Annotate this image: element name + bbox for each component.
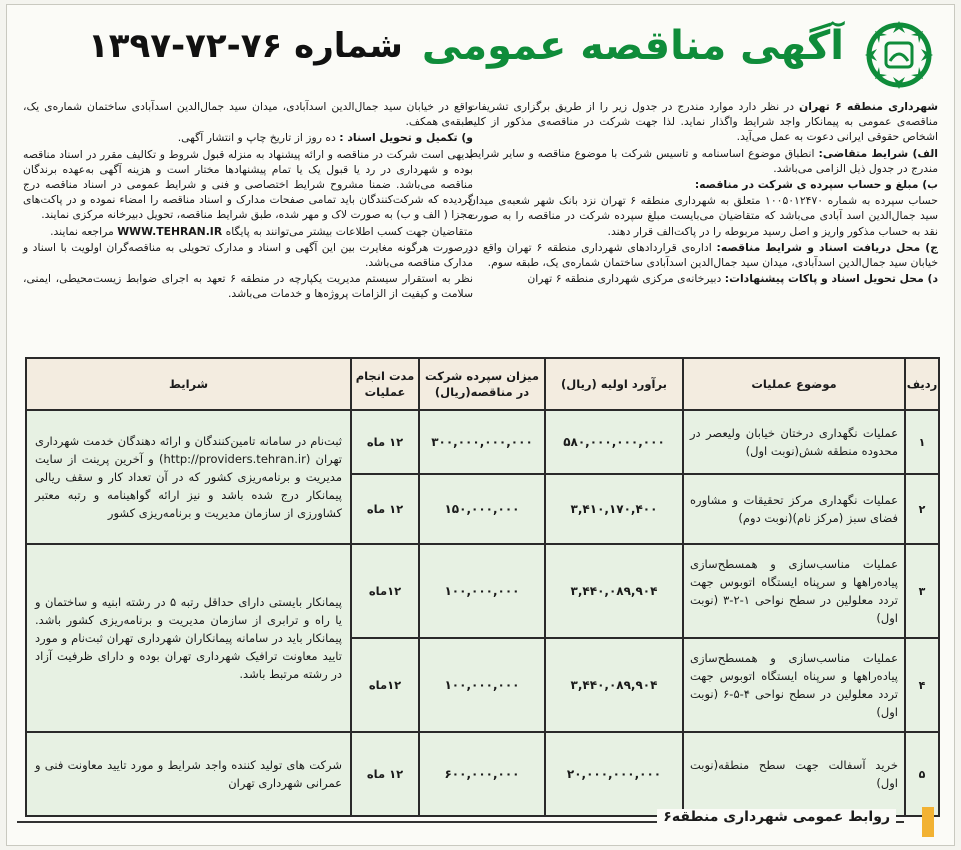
intro-heading: الف) شرایط متقاضی: xyxy=(818,146,938,160)
intro-heading: و) تکمیل و تحویل اسناد : xyxy=(339,131,473,145)
header-subject: موضوع عملیات xyxy=(683,358,905,410)
row-deposit: ۱۰۰,۰۰۰,۰۰۰ xyxy=(419,544,545,638)
row-estimate: ۲۰,۰۰۰,۰۰۰,۰۰۰ xyxy=(545,732,683,816)
row-estimate: ۳,۴۱۰,۱۷۰,۴۰۰ xyxy=(545,474,683,544)
intro-heading: ج) محل دریافت اسناد و شرایط مناقصه: xyxy=(716,240,939,254)
intro-text-body: انطباق موضوع اساسنامه و تاسیس شرکت با موضوع مناقصه و سایر شرایط مندرج در جدول ذیل الزامی می‌باشد. xyxy=(468,146,938,175)
intro-text-body: درصورت هرگونه مغایرت بین این آگهی و اسناد و مدارک تحویلی به مناقصه‌گران اولویت با اسناد و مدارک مناقصه می‌باشد. xyxy=(23,240,473,270)
page-title: آگهی مناقصه عمومی xyxy=(421,23,844,69)
website-link[interactable]: WWW.TEHRAN.IR xyxy=(117,224,223,238)
intro-paragraph xyxy=(23,99,473,129)
intro-text-body: نظر به استقرار سیستم مدیریت یکپارچه در منطقه ۶ تعهد به اجرای ضوابط زیست‌محیطی، ایمنی، سلامت و کیفیت از الزامات پروژه‌ها و خدمات می‌باشد. xyxy=(23,272,473,301)
intro-column-left xyxy=(23,99,473,303)
row-subject: خرید آسفالت جهت سطح منطقه(نوبت اول) xyxy=(683,732,905,816)
header-conditions: شرایط xyxy=(26,358,351,410)
row-deposit: ۶۰۰,۰۰۰,۰۰۰ xyxy=(419,732,545,816)
intro-text-body: مراجعه نمایند. xyxy=(50,224,118,238)
intro-heading: ب) مبلغ و حساب سپرده ی شرکت در مناقصه: xyxy=(694,178,938,192)
header-estimate: برآورد اولیه (ریال) xyxy=(545,358,683,410)
row-deposit: ۳۰۰,۰۰۰,۰۰۰,۰۰۰ xyxy=(419,410,545,474)
row-subject: عملیات مناسب‌سازی و همسطح‌سازی پیاده‌راهها و سرپناه ایستگاه اتوبوس جهت تردد معلولین در سطح نواحی ۴-۵-۶ (نوبت اول) xyxy=(683,638,905,732)
intro-paragraph xyxy=(23,224,473,239)
row-conditions: شرکت های تولید کننده واجد شرایط و مورد تایید معاونت فنی و عمرانی شهرداری تهران xyxy=(26,732,351,816)
row-duration: ۱۲ ماه xyxy=(351,410,419,474)
intro-text-body: متقاضیان جهت کسب اطلاعات بیشتر می‌توانند به پایگاه xyxy=(222,224,473,238)
intro-text-body: ده روز از تاریخ چاپ و انتشار آگهی. xyxy=(177,131,340,145)
intro-text-body: دبیرخانه‌ی مرکزی شهرداری منطقه ۶ تهران xyxy=(527,272,725,286)
tender-table xyxy=(25,357,940,817)
footer xyxy=(17,805,944,839)
intro-text-body: در نظر دارد موارد مندرج در جدول زیر را از طریق برگزاری تشریفات مناقصه‌ی عمومی به پیمانکار واجد شرایط واگذار نماید. لذا جهت شرکت در مناقصه‌ی مذکور از کلیه اشخاص حقوقی ایرانی دعوت به عمل می‌آید. xyxy=(468,100,938,144)
row-number: ۵ xyxy=(905,732,939,816)
row-number: ۲ xyxy=(905,474,939,544)
footer-text: روابط عمومی شهرداری منطقه۶ xyxy=(657,809,896,825)
advertisement-page xyxy=(6,4,955,846)
intro-column-right xyxy=(468,99,938,287)
intro-paragraph xyxy=(468,146,938,176)
intro-text xyxy=(23,99,938,351)
row-deposit: ۱۰۰,۰۰۰,۰۰۰ xyxy=(419,638,545,732)
tender-number: شماره ۷۶-۷۲-۱۳۹۷ xyxy=(87,26,403,66)
table-row xyxy=(26,544,939,638)
intro-text-body: اداره‌ی قراردادهای شهرداری منطقه ۶ تهران واقع در خیابان سید جمال‌الدین اسدآبادی، میدان سید جمال‌الدین اسدآبادی ساختمان شماره‌ی یک، طبقه سوم. xyxy=(468,240,938,270)
row-number: ۴ xyxy=(905,638,939,732)
intro-paragraph xyxy=(468,99,938,145)
footer-accent-bar xyxy=(922,807,934,837)
row-subject: عملیات مناسب‌سازی و همسطح‌سازی پیاده‌راهها و سرپناه ایستگاه اتوبوس جهت تردد معلولین در سطح نواحی ۱-۲-۳ (نوبت اول) xyxy=(683,544,905,638)
intro-paragraph xyxy=(23,240,473,270)
intro-paragraph xyxy=(468,193,938,239)
intro-heading: شهرداری منطقه ۶ تهران xyxy=(799,100,939,113)
intro-paragraph xyxy=(23,271,473,301)
row-estimate: ۳,۴۴۰,۰۸۹,۹۰۴ xyxy=(545,544,683,638)
title-block xyxy=(87,23,844,77)
intro-text-body: واقع در خیابان سید جمال‌الدین اسدآبادی، میدان سید جمال‌الدین اسدآبادی ساختمان شماره‌ی یک، طبقه‌ی همکف. xyxy=(23,100,473,129)
row-estimate: ۳,۴۴۰,۰۸۹,۹۰۴ xyxy=(545,638,683,732)
row-subject: عملیات نگهداری درختان خیابان ولیعصر در محدوده منطقه شش(نوبت اول) xyxy=(683,410,905,474)
row-number: ۱ xyxy=(905,410,939,474)
row-duration: ۱۲ماه xyxy=(351,638,419,732)
intro-paragraph xyxy=(468,177,938,192)
header-deposit: میزان سپرده شرکت در مناقصه(ریال) xyxy=(419,358,545,410)
row-deposit: ۱۵۰,۰۰۰,۰۰۰ xyxy=(419,474,545,544)
intro-paragraph xyxy=(468,271,938,286)
intro-paragraph xyxy=(23,147,473,223)
row-number: ۳ xyxy=(905,544,939,638)
row-estimate: ۵۸۰,۰۰۰,۰۰۰,۰۰۰ xyxy=(545,410,683,474)
row-conditions: ثبت‌نام در سامانه تامین‌کنندگان و ارائه دهندگان خدمت شهرداری تهران (http://providers.tehran.ir) و آخرین پرینت از سایت مدیریت و برنامه‌ریزی کشور که در آن تعداد کار و سقف ریالی پیمانکار درج شده باشد و نیز ارائه گواهینامه و رتبه معتبر کشاورزی از سازمان مدیریت و برنامه‌ریزی کشور xyxy=(26,410,351,544)
header-duration: مدت انجام عملیات xyxy=(351,358,419,410)
row-duration: ۱۲ ماه xyxy=(351,732,419,816)
tender-table-wrapper xyxy=(25,357,940,817)
intro-heading: د) محل تحویل اسناد و پاکات پیشنهادات: xyxy=(724,272,938,286)
table-row xyxy=(26,410,939,474)
table-header-row xyxy=(26,358,939,410)
row-duration: ۱۲ماه xyxy=(351,544,419,638)
intro-text-body: حساب سپرده به شماره ۱۰۰۵۰۱۲۴۷۰ متعلق به شهرداری منطقه ۶ تهران نزد بانک شهر شعبه‌ی میدان سید جمال‌الدین اسد آبادی می‌باشد که متقاضیان می‌بایست مبلغ سپرده شرکت در مناقصه را به صورت نقد به حساب مذکور واریز و اصل رسید مربوطه را در پاکت‌الف قرار دهند. xyxy=(468,194,938,238)
header-row-number: ردیف xyxy=(905,358,939,410)
header xyxy=(17,11,944,93)
intro-paragraph xyxy=(23,130,473,145)
tehran-municipality-logo-icon xyxy=(858,17,940,93)
row-duration: ۱۲ ماه xyxy=(351,474,419,544)
row-subject: عملیات نگهداری مرکز تحقیقات و مشاوره فضای سبز (مرکز نام)(نوبت دوم) xyxy=(683,474,905,544)
table-row xyxy=(26,732,939,816)
row-conditions: پیمانکار بایستی دارای حداقل رتبه ۵ در رشته ابنیه و ساختمان و یا راه و ترابری از سازمان مدیریت و برنامه‌ریزی کشور باشد. پیمانکار باید در سامانه پیمانکاران شهرداری تهران ثبت‌نام و مورد تایید معاونت ترافیک شهرداری تهران بوده و دارای ظرفیت آزاد در رشته مرتبط باشد. xyxy=(26,544,351,732)
intro-paragraph xyxy=(468,240,938,270)
intro-text-body: بدیهی است شرکت در مناقصه و ارائه پیشنهاد به منزله قبول شروط و تکالیف مقرر در اسناد مناقصه بوده و شهرداری در رد یا قبول یک یا تمام پیشنهادها مختار است و هزینه آگهی به‌عهده برندگان مناقصه می‌باشد. ضمنا مشروح شرایط اختصاصی و فنی و شرایط عمومی در اسناد مناقصه درج گردیده که شرکت‌کنندگان باید تمامی صفحات مدارک و اسناد مناقصه را امضاء نموده و در پاکت‌های مجزا ( الف و ب) به صورت لاک و مهر شده، طبق شرایط مناقصه، تحویل دبیرخانه مرکزی نمایند. xyxy=(23,147,473,222)
